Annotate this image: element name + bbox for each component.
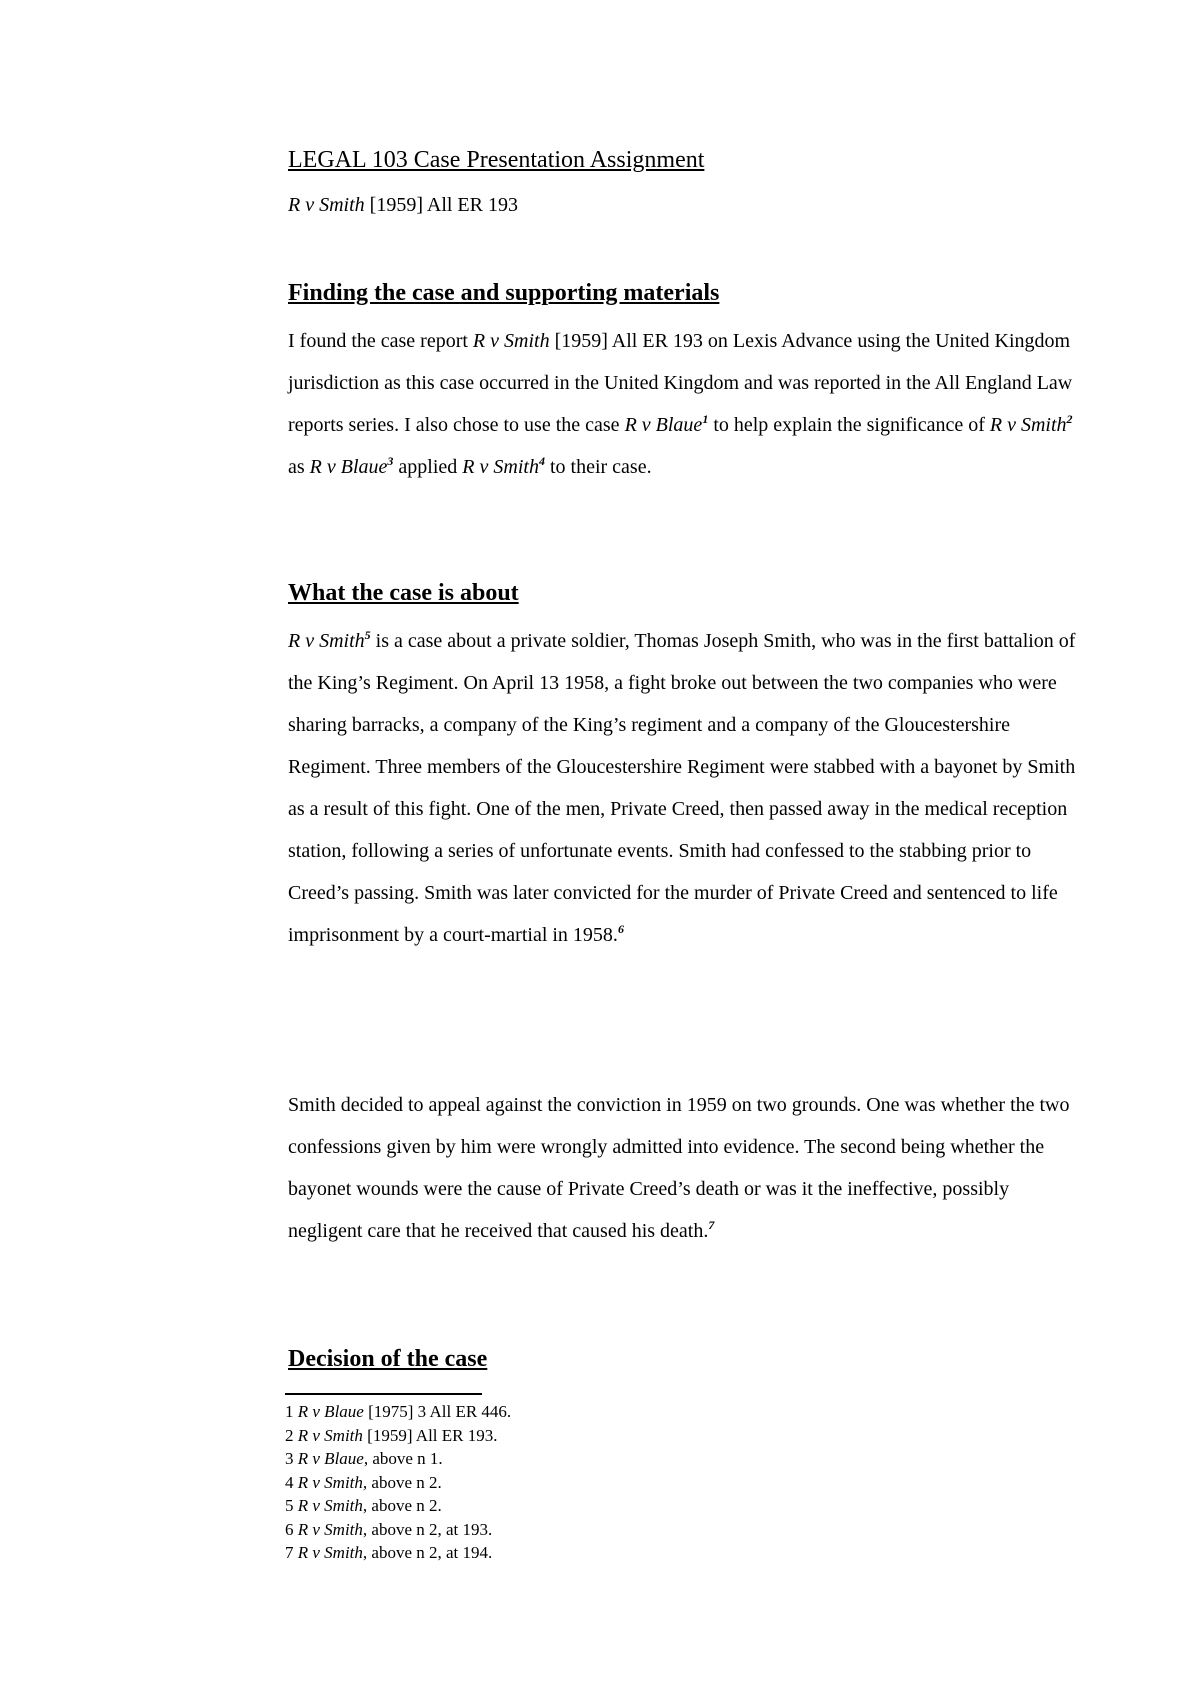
footnote-ref: 4 bbox=[538, 454, 545, 468]
paragraph-about: R v Smith$^5$ is a case about a private soldier, Thomas Joseph Smith, who was in the first battalion of the King’s Regiment. On April 13 1958, a fight broke out between the two companies who were sharing barracks, a company of the King’s regiment and a company of the Gloucestershire Regiment. Three members of the Gloucestershire Regiment were stabbed with a bayonet by Smith as a result of this fight. One of the men, Private Creed, then passed away in the medical reception station, following a series of unfortunate events. Smith had confessed to the stabbing prior to Creed’s passing. Smith was later convicted for the murder of Private Creed and sentenced to life imprisonment by a court-martial in 1958.$^6$ bbox=[288, 628, 1076, 946]
section-heading-decision: Decision of the case bbox=[288, 1346, 488, 1372]
footnote-number: 5 bbox=[285, 1496, 294, 1515]
footnote-item bbox=[285, 1494, 885, 1518]
footnote-number: 4 bbox=[285, 1472, 294, 1492]
footnote-number: 6 bbox=[285, 1519, 294, 1539]
case-ref: R v Smith bbox=[288, 630, 365, 652]
citation-rest: [1959] All ER 193 bbox=[364, 194, 518, 216]
footnote-item bbox=[285, 1424, 885, 1448]
footnote-number: 7 bbox=[285, 1543, 294, 1562]
footnote-citation: , above n 2. bbox=[362, 1472, 442, 1492]
footnote-number: 2 bbox=[285, 1425, 294, 1445]
footnote-ref: 2 bbox=[1066, 412, 1073, 426]
case-ref: R v Smith bbox=[989, 414, 1067, 436]
document-title: LEGAL 103 Case Presentation Assignment bbox=[288, 147, 705, 173]
footnote-case: R v Smith bbox=[297, 1519, 363, 1539]
section-heading-about: What the case is about bbox=[288, 580, 519, 606]
case-ref: R v Blaue bbox=[309, 456, 388, 478]
footnote-ref: 6 bbox=[617, 922, 624, 936]
paragraph-appeal: Smith decided to appeal against the conviction in 1959 on two grounds. One was whether the two confessions given by him were wrongly admitted into evidence. The second being whether the bayonet wounds were the cause of Private Creed’s death or was it the ineffective, possibly negligent care that he received that caused his death.$^7$ bbox=[288, 1094, 1070, 1242]
case-ref: R v Smith bbox=[462, 456, 539, 478]
case-ref: R v Smith bbox=[472, 330, 550, 352]
footnote-ref: 3 bbox=[387, 454, 394, 468]
footnote-ref: 1 bbox=[702, 412, 709, 426]
footnote-item bbox=[285, 1541, 885, 1565]
footnote-case: R v Blaue bbox=[297, 1449, 364, 1468]
footnote-citation: , above n 1. bbox=[363, 1449, 443, 1468]
footnote-case: R v Smith bbox=[297, 1496, 363, 1515]
footnote-item bbox=[285, 1471, 885, 1495]
footnote-number: 3 bbox=[285, 1449, 294, 1468]
case-ref: R v Blaue bbox=[624, 414, 703, 436]
footnote-ref: 5 bbox=[364, 628, 371, 642]
case-name: R v Smith bbox=[288, 194, 365, 216]
footnote-citation: , above n 2, at 193. bbox=[362, 1519, 493, 1539]
footnote-case: R v Smith bbox=[297, 1425, 363, 1445]
footnotes bbox=[285, 1400, 885, 1565]
footnote-item bbox=[285, 1400, 885, 1424]
footnote-citation: , above n 2. bbox=[362, 1496, 442, 1515]
paragraph-finding: I found the case report R v Smith [1959] All ER 193 on Lexis Advance using the United Kingdom jurisdiction as this case occurred in the United Kingdom and was reported in the All England Law reports series. I also chose to use the case R v Blaue$^1$ to help explain the significance of R v Smith$^2$ as R v Blaue$^3$ applied R v Smith$^4$ to their case. bbox=[288, 330, 1073, 478]
footnote-citation: [1959] All ER 193. bbox=[362, 1425, 498, 1445]
footnote-item bbox=[285, 1518, 885, 1542]
footnote-item bbox=[285, 1447, 885, 1471]
footnote-number: 1 bbox=[285, 1402, 294, 1421]
footnote-separator bbox=[285, 1393, 482, 1395]
footnote-case: R v Blaue bbox=[297, 1402, 364, 1421]
footnote-citation: , above n 2, at 194. bbox=[362, 1543, 493, 1562]
footnote-case: R v Smith bbox=[297, 1472, 363, 1492]
section-heading-finding: Finding the case and supporting materials bbox=[288, 280, 720, 306]
footnote-case: R v Smith bbox=[297, 1543, 363, 1562]
case-citation bbox=[288, 190, 1088, 220]
footnote-ref: 7 bbox=[708, 1218, 715, 1232]
footnote-citation: [1975] 3 All ER 446. bbox=[363, 1402, 512, 1421]
